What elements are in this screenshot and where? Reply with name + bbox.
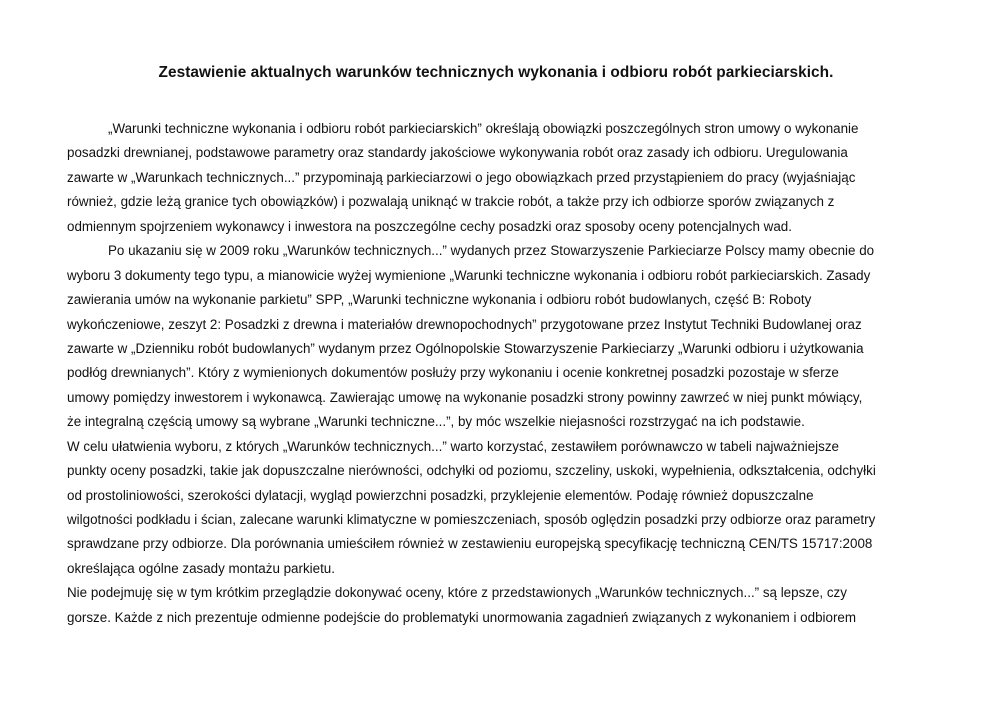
text-line: że integralną częścią umowy są wybrane „Warunki techniczne...”, by móc wszelkie niejasności rozstrzygać na ich podstawie.	[67, 414, 805, 430]
text-line: W celu ułatwienia wyboru, z których „Warunków technicznych...” warto korzystać, zestawiłem porównawczo w tabeli najważniejsze	[67, 438, 839, 454]
text-line: punkty oceny posadzki, takie jak dopuszczalne nierówności, odchyłki od poziomu, szczeliny, uskoki, wypełnienia, odkształcenia, odchyłki	[67, 463, 876, 479]
text-line: Nie podejmuję się w tym krótkim przeglądzie dokonywać oceny, które z przedstawionych „Warunków technicznych...” są lepsze, czy	[67, 585, 847, 601]
text-line: zawierania umów na wykonanie parkietu” SPP, „Warunki techniczne wykonania i odbioru robót budowlanych, część B: Roboty	[67, 292, 812, 308]
document-title: Zestawienie aktualnych warunków technicznych wykonania i odbioru robót parkieciarskich.	[158, 64, 834, 81]
text-line: zawarte w „Dzienniku robót budowlanych” wydanym przez Ogólnopolskie Stowarzyszenie Parkieciarzy „Warunki odbioru i użytkowania	[67, 340, 864, 356]
text-line: sprawdzane przy odbiorze. Dla porównania umieściłem również w zestawieniu europejską specyfikację techniczną CEN/TS 15717:2008	[67, 536, 873, 552]
text-line: określająca ogólne zasady montażu parkietu.	[67, 560, 335, 576]
text-line: wyboru 3 dokumenty tego typu, a mianowicie wyżej wymienione „Warunki techniczne wykonania i odbioru robót parkieciarskich. Zasady	[67, 267, 871, 283]
text-line: umowy pomiędzy inwestorem i wykonawcą. Zawierając umowę na wykonanie posadzki strony powinny zawrzeć w niej punkt mówiący,	[67, 389, 863, 405]
text-line: gorsze. Każde z nich prezentuje odmienne podejście do problematyki unormowania zagadnień związanych z wykonaniem i odbiorem	[67, 609, 857, 625]
text-line: wykończeniowe, zeszyt 2: Posadzki z drewna i materiałów drewnopochodnych” przygotowane przez Instytut Techniki Budowlanej oraz	[67, 316, 862, 332]
text-line: podłóg drewnianych”. Który z wymienionych dokumentów posłuży przy wykonaniu i ocenie konkretnej posadzki pozostaje w sferze	[67, 365, 839, 381]
text-line: zawarte w „Warunkach technicznych...” przypominają parkieciarzowi o jego obowiązkach przed przystąpieniem do pracy (wyjaśniając	[67, 169, 856, 185]
text-line: wilgotności podkładu i ścian, zalecane warunki klimatyczne w pomieszczeniach, sposób oględzin posadzki przy odbiorze oraz parametry	[67, 512, 876, 527]
text-line: Po ukazaniu się w 2009 roku „Warunków technicznych...” wydanych przez Stowarzyszenie Parkieciarze Polscy mamy obecnie do	[108, 243, 875, 259]
text-line: również, gdzie leżą granice tych obowiązków) i pozwalają uniknąć w trakcie robót, a także przy ich odbiorze sporów związanych z	[67, 194, 835, 210]
text-line: posadzki drewnianej, podstawowe parametry oraz standardy jakościowe wykonywania robót oraz zasady ich odbioru. Uregulowania	[67, 145, 848, 161]
text-line: od prostoliniowości, szerokości dylatacji, wygląd powierzchni posadzki, przyklejenie elementów. Podaję również dopuszczalne	[67, 487, 814, 503]
text-line: odmiennym spojrzeniem wykonawcy i inwestora na poszczególne cechy posadzki oraz sposoby oceny potencjalnych wad.	[67, 218, 792, 234]
text-line: „Warunki techniczne wykonania i odbioru robót parkieciarskich” określają obowiązki poszczególnych stron umowy o wykonanie	[108, 121, 859, 136]
document-body	[67, 117, 937, 630]
